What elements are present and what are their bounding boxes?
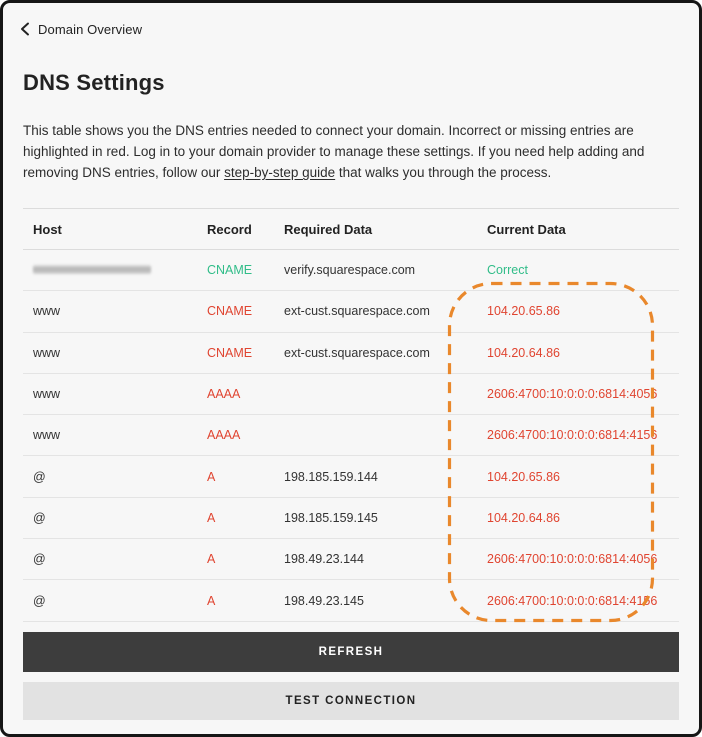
table-row — [23, 250, 679, 291]
refresh-button[interactable]: REFRESH — [23, 632, 679, 672]
host-cell: @ — [33, 552, 46, 567]
host-cell: @ — [33, 510, 46, 525]
table-row — [23, 333, 679, 374]
current-cell: 2606:4700:10:0:0:0:6814:4156 — [487, 428, 658, 443]
required-cell: 198.49.23.144 — [284, 552, 364, 567]
record-cell: A — [207, 593, 216, 608]
page-title: DNS Settings — [23, 70, 165, 95]
current-cell: Correct — [487, 263, 528, 278]
dns-table-body — [23, 250, 679, 622]
table-row — [23, 415, 679, 456]
record-cell: AAAA — [207, 428, 241, 443]
required-cell: 198.185.159.144 — [284, 469, 378, 484]
dns-table — [23, 208, 679, 622]
host-cell: www — [33, 428, 61, 443]
current-cell: 2606:4700:10:0:0:0:6814:4056 — [487, 387, 658, 402]
host-cell: @ — [33, 593, 46, 608]
header-current-data: Current Data — [487, 221, 566, 237]
required-cell: 198.185.159.145 — [284, 510, 378, 525]
host-cell: www — [33, 387, 61, 402]
required-cell: verify.squarespace.com — [284, 263, 416, 278]
record-cell: AAAA — [207, 387, 241, 402]
table-row — [23, 456, 679, 497]
table-row — [23, 539, 679, 580]
chevron-left-icon — [20, 22, 30, 36]
host-cell: @ — [33, 469, 46, 484]
current-cell: 2606:4700:10:0:0:0:6814:4056 — [487, 552, 658, 567]
current-cell: 104.20.65.86 — [487, 469, 560, 484]
header-required-data: Required Data — [284, 221, 373, 237]
step-by-step-guide-link[interactable]: step-by-step guide — [224, 165, 336, 180]
header-host: Host — [33, 221, 62, 237]
description-text — [23, 120, 685, 183]
back-button[interactable] — [20, 22, 142, 37]
required-cell: ext-cust.squarespace.com — [284, 304, 430, 319]
required-cell: 198.49.23.145 — [284, 593, 364, 608]
table-row — [23, 580, 679, 621]
description-before: This table shows you the DNS entries needed to connect your domain. Incorrect or missing entries are highlighted in red. Log in to your domain provider to manage these settings. If you need help adding and removing DNS entries, follow our — [23, 123, 645, 180]
topbar — [3, 3, 699, 40]
host-cell: www — [33, 345, 61, 360]
record-cell: A — [207, 510, 216, 525]
record-cell: CNAME — [207, 345, 253, 360]
description-after: that walks you through the process. — [335, 165, 552, 180]
test-connection-button[interactable]: TEST CONNECTION — [23, 682, 679, 720]
table-row — [23, 374, 679, 415]
current-cell: 104.20.65.86 — [487, 304, 560, 319]
record-cell: CNAME — [207, 304, 253, 319]
record-cell: A — [207, 552, 216, 567]
host-cell: www — [33, 304, 61, 319]
current-cell: 2606:4700:10:0:0:0:6814:4156 — [487, 593, 658, 608]
table-header-row — [23, 209, 679, 250]
required-cell: ext-cust.squarespace.com — [284, 345, 430, 360]
table-row — [23, 498, 679, 539]
host-cell — [23, 263, 207, 277]
record-cell: A — [207, 469, 216, 484]
current-cell: 104.20.64.86 — [487, 345, 560, 360]
current-cell: 104.20.64.86 — [487, 510, 560, 525]
header-record: Record — [207, 221, 252, 237]
table-row — [23, 291, 679, 332]
redacted-host — [33, 265, 151, 274]
record-cell: CNAME — [207, 263, 253, 278]
back-label[interactable]: Domain Overview — [38, 21, 143, 37]
